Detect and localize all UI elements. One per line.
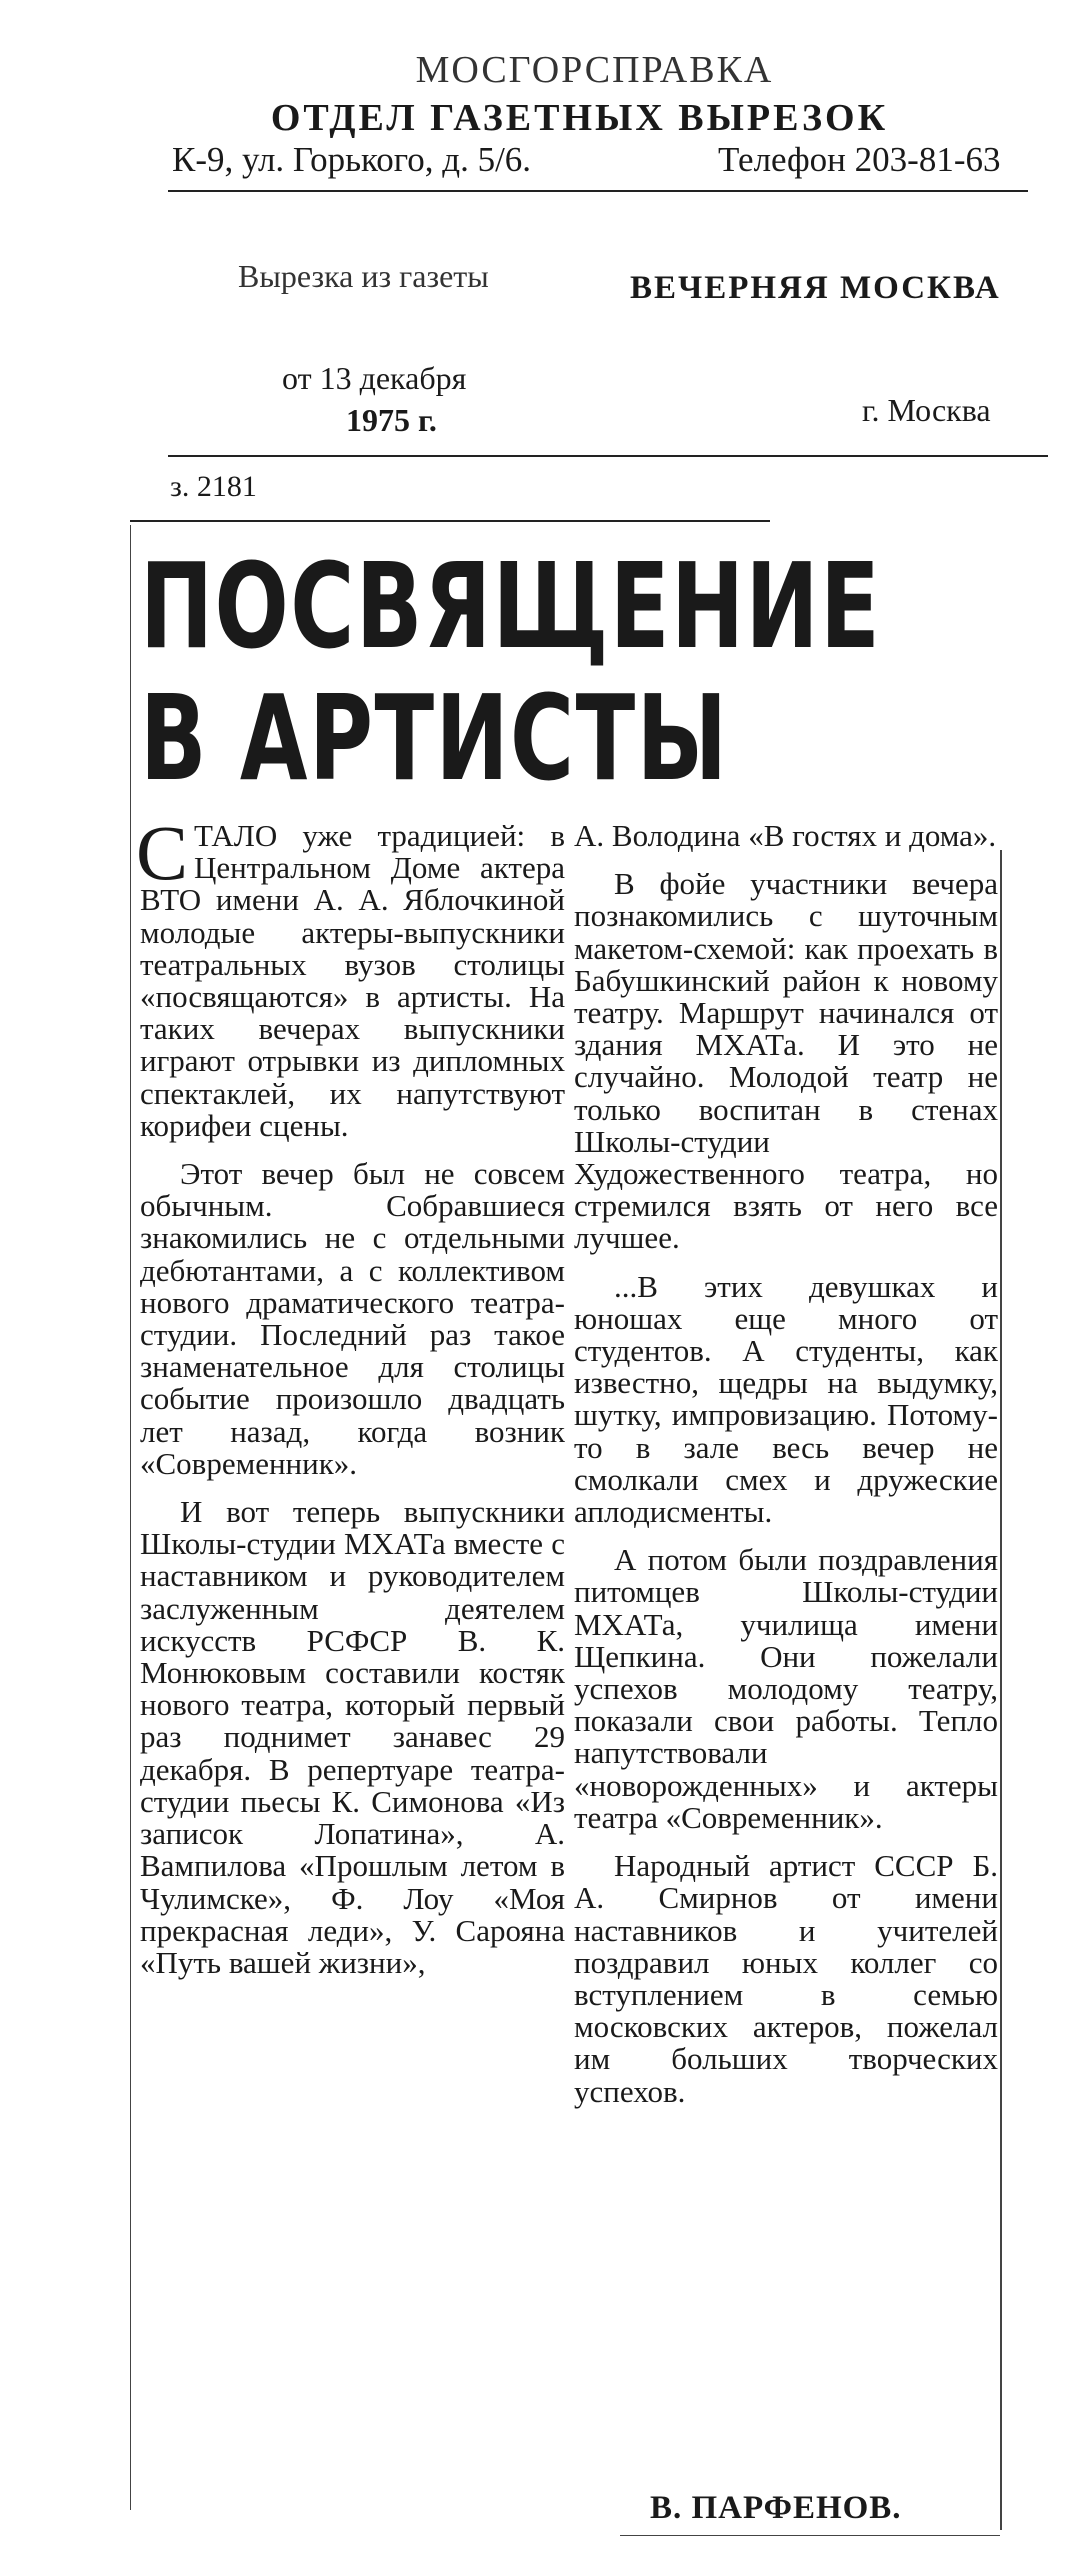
clipping-stamp (0, 0, 1089, 503)
paragraph: А. Володина «В гостях и дома». (574, 818, 997, 853)
article-top-rule (130, 520, 770, 522)
paragraph-text: ТАЛО уже традицией: в Центральном Доме актера ВТО имени А. А. Яблочкиной молодые актеры-выпускники театральных вузов столицы «посвящаются» в артисты. На таких вечерах выпускники играют отрывки из дипломных спектаклей, их напутствуют корифеи сцены. (140, 818, 565, 1143)
paragraph: ...В этих девушках и юношах еще много от студентов. А студенты, как известно, щедры на выдумку, шутку, импровизацию. Потому-то в зале весь вечер не смолкали смех и дружеские аплодисменты. (574, 1268, 998, 1530)
article-author: В. ПАРФЕНОВ. (650, 2490, 902, 2526)
article-column-left (136, 809, 565, 1980)
paragraph: Этот вечер был не совсем обычным. Собравшиеся знакомились не с отдельными дебютантами, а с коллективом нового драматического театра-студии. Последний раз такое знаменательное для столицы событие произошло двадцать лет назад, когда возник «Современник». (140, 1156, 565, 1481)
address: К-9, ул. Горького, д. 5/6. (172, 140, 532, 179)
article-right-border (1000, 850, 1002, 2530)
paragraph: Народный артист СССР Б. А. Смирнов от имени наставников и учителей поздравил юных коллег со вступлением в семью московских актеров, пожелал им больших творческих успехов. (574, 1848, 998, 2109)
paragraph: А потом были поздравления питомцев Школы-студии МХАТа, училища имени Щепкина. Они пожелали успехов молодому театру, показали свои работы. Тепло напутствовали «новорожденных» и актеры театра «Современник». (574, 1542, 998, 1835)
newspaper-name: ВЕЧЕРНЯЯ МОСКВА (630, 270, 1001, 306)
organization-name: МОСГОРСПРАВКА (415, 49, 774, 91)
stamp-divider (168, 190, 1028, 192)
headline-line-2: В АРТИСТЫ (140, 669, 729, 807)
order-number: з. 2181 (170, 470, 257, 503)
phone: Телефон 203-81-63 (718, 140, 1001, 179)
paragraph: И вот теперь выпускники Школы-студии МХАТа вместе с наставником и руководителем заслуженным деятелем искусств РСФСР В. К. Монюковым составили костяк нового театра, который первый раз поднимет занавес 29 декабря. В репертуаре театра-студии пьесы К. Симонова «Из записок Лопатина», А. Вампилова «Прошлым летом в Чулимске», Ф. Лоу «Моя прекрасная леди», У. Сарояна «Путь вашей жизни», (140, 1494, 565, 1980)
article-bottom-rule (620, 2535, 1000, 2536)
department-name: ОТДЕЛ ГАЗЕТНЫХ ВЫРЕЗОК (270, 97, 889, 139)
drop-cap: С (136, 809, 189, 896)
article-column-right (574, 820, 998, 2108)
clipping-year: 1975 г. (346, 402, 437, 438)
stamp-divider (168, 455, 1048, 457)
clipping-label: Вырезка из газеты (238, 258, 489, 294)
clipping-date: от 13 декабря (282, 360, 467, 396)
article-headline (140, 537, 882, 807)
headline-line-1: ПОСВЯЩЕНИЕ (140, 537, 882, 675)
paragraph (136, 809, 565, 1143)
paragraph: В фойе участники вечера познакомились с шуточным макетом-схемой: как проехать в Бабушкинский район к новому театру. Маршрут начинался от здания МХАТа. И это не случайно. Молодой театр не только воспитан в стенах Школы-студии Художественного театра, но стремился взять от него все лучшее. (574, 866, 998, 1256)
clipping-city: г. Москва (862, 392, 991, 428)
article-left-border (130, 525, 131, 2510)
